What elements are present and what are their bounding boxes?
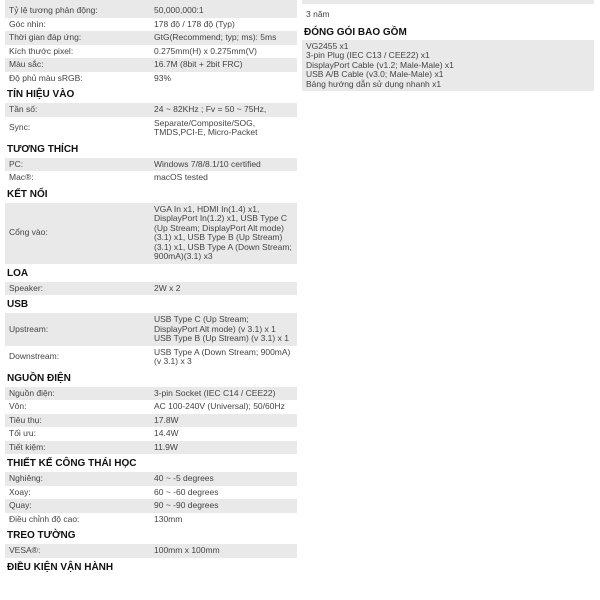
section-heading: TƯƠNG THÍCH bbox=[7, 143, 79, 155]
spec-value: 11.9W bbox=[150, 441, 297, 455]
spec-row bbox=[5, 31, 297, 45]
spec-label: Downstream: bbox=[5, 346, 150, 369]
spec-row bbox=[5, 4, 297, 18]
spec-label: VESA®: bbox=[5, 544, 150, 558]
spec-row bbox=[5, 427, 297, 441]
spec-value: Windows 7/8/8.1/10 certified bbox=[150, 158, 297, 172]
spec-value: 17.8W bbox=[150, 414, 297, 428]
spec-value: VGA In x1, HDMI In(1.4) x1, DisplayPort In(1.2) x1, USB Type C (Up Stream; DisplayPort Alt mode) (3.1) x1, USB Type B (Up Stream) (3.1) x1, USB Type A (Down Stream; 900mA)(3.1) x3 bbox=[150, 203, 297, 264]
spec-value: macOS tested bbox=[150, 171, 297, 185]
spec-table bbox=[5, 282, 297, 296]
spec-row bbox=[5, 45, 297, 59]
spec-label: Thời gian đáp ứng: bbox=[5, 31, 150, 45]
package-item: DisplayPort Cable (v1.2; Male-Male) x1 bbox=[306, 59, 454, 70]
spec-row bbox=[5, 346, 297, 369]
spec-row bbox=[5, 400, 297, 414]
spec-table bbox=[5, 387, 297, 455]
section-heading: USB bbox=[7, 299, 29, 310]
spec-label: Xoay: bbox=[5, 486, 150, 500]
spec-label: Mac®: bbox=[5, 171, 150, 185]
spec-label: Tiêu thụ: bbox=[5, 414, 150, 428]
spec-label: Tần số: bbox=[5, 103, 150, 117]
spec-label: Góc nhìn: bbox=[5, 18, 150, 32]
package-heading: ĐÓNG GÓI BAO GỒM bbox=[304, 26, 407, 38]
spec-value: Separate/Composite/SOG, TMDS,PCI-E, Micro-Packet bbox=[150, 117, 297, 140]
spec-table bbox=[5, 313, 297, 369]
spec-table bbox=[5, 472, 297, 526]
section-heading: TÍN HIỆU VÀO bbox=[7, 89, 75, 100]
spec-value: USB Type C (Up Stream; DisplayPort Alt mode) (v 3.1) x 1 USB Type B (Up Stream) (v 3.1) x 1 bbox=[150, 313, 297, 346]
specs-right-column bbox=[302, 0, 594, 91]
section-heading: NGUỒN ĐIỆN bbox=[7, 372, 71, 384]
package-item: USB A/B Cable (v3.0; Male-Male) x1 bbox=[306, 69, 444, 79]
spec-row bbox=[5, 513, 297, 527]
spec-label: Tỷ lệ tương phản động: bbox=[5, 4, 150, 18]
spec-table bbox=[5, 158, 297, 185]
spec-label: Speaker: bbox=[5, 282, 150, 296]
spec-value: 100mm x 100mm bbox=[150, 544, 297, 558]
spec-label: Màu sắc: bbox=[5, 58, 150, 72]
spec-row bbox=[5, 544, 297, 558]
package-item: 3-pin Plug (IEC C13 / CEE22) x1 bbox=[306, 50, 430, 60]
spec-row bbox=[5, 387, 297, 401]
spec-row bbox=[5, 171, 297, 185]
spec-label: Điều chỉnh độ cao: bbox=[5, 513, 150, 527]
spec-row bbox=[5, 72, 297, 86]
section-heading: LOA bbox=[7, 267, 29, 279]
section-heading: ĐIỀU KIỆN VẬN HÀNH bbox=[7, 561, 114, 573]
spec-label: Độ phủ màu sRGB: bbox=[5, 72, 150, 86]
spec-value: AC 100-240V (Universal); 50/60Hz bbox=[150, 400, 297, 414]
section-heading: TREO TƯỜNG bbox=[7, 530, 76, 541]
spec-row bbox=[5, 313, 297, 346]
spec-label: PC: bbox=[5, 158, 150, 172]
spec-label: Vôn: bbox=[5, 400, 150, 414]
package-contents bbox=[302, 40, 594, 92]
spec-row bbox=[5, 58, 297, 72]
spec-row bbox=[5, 282, 297, 296]
section-heading: KẾT NỐI bbox=[7, 188, 48, 200]
spec-value: 90 ~ -90 degrees bbox=[150, 499, 297, 513]
spec-value: 3-pin Socket (IEC C14 / CEE22) bbox=[150, 387, 297, 401]
spec-row bbox=[5, 441, 297, 455]
spec-value: 14.4W bbox=[150, 427, 297, 441]
spec-sections bbox=[5, 4, 297, 576]
spec-row bbox=[5, 499, 297, 513]
section-heading: THIẾT KẾ CÔNG THÁI HỌC bbox=[7, 458, 137, 469]
package-item: Bảng hướng dẫn sử dụng nhanh x1 bbox=[306, 78, 442, 89]
spec-row bbox=[5, 486, 297, 500]
spec-row bbox=[5, 18, 297, 32]
spec-label: Sync: bbox=[5, 117, 150, 140]
spec-table bbox=[5, 203, 297, 264]
spec-row bbox=[5, 117, 297, 140]
spec-label: Tiết kiệm: bbox=[5, 441, 150, 455]
spec-label: Upstream: bbox=[5, 313, 150, 346]
spec-label: Kích thước pixel: bbox=[5, 45, 150, 59]
spec-label: Nguồn điện: bbox=[5, 387, 150, 401]
spec-value: 0.275mm(H) x 0.275mm(V) bbox=[150, 45, 297, 59]
spec-label: Quay: bbox=[5, 499, 150, 513]
spec-value: USB Type A (Down Stream; 900mA) (v 3.1) x 3 bbox=[150, 346, 297, 369]
spec-value: 16.7M (8bit + 2bit FRC) bbox=[150, 58, 297, 72]
spec-value: 130mm bbox=[150, 513, 297, 527]
spec-table bbox=[5, 103, 297, 140]
spec-row bbox=[5, 414, 297, 428]
spec-value: 93% bbox=[150, 72, 297, 86]
spec-row bbox=[5, 203, 297, 264]
spec-value: 60 ~ -60 degrees bbox=[150, 486, 297, 500]
spec-label: Tối ưu: bbox=[5, 427, 150, 441]
spec-label: Nghiêng: bbox=[5, 472, 150, 486]
spec-value: 24 ~ 82KHz ; Fv = 50 ~ 75Hz, bbox=[150, 103, 297, 117]
spec-row bbox=[5, 472, 297, 486]
package-item: VG2455 x1 bbox=[306, 40, 349, 51]
spec-value: GtG(Recommend; typ; ms): 5ms bbox=[150, 31, 297, 45]
spec-value: 178 độ / 178 độ (Typ) bbox=[150, 18, 297, 32]
spec-row bbox=[5, 158, 297, 172]
spec-value: 50,000,000:1 bbox=[150, 4, 297, 18]
spec-row bbox=[5, 103, 297, 117]
warranty-value: 3 năm bbox=[306, 9, 330, 19]
spec-label: Cổng vào: bbox=[5, 203, 150, 264]
spec-value: 2W x 2 bbox=[150, 282, 297, 296]
spec-value: 40 ~ -5 degrees bbox=[150, 472, 297, 486]
spec-table bbox=[5, 544, 297, 558]
spec-table bbox=[5, 4, 297, 85]
specs-left-column bbox=[5, 0, 297, 576]
